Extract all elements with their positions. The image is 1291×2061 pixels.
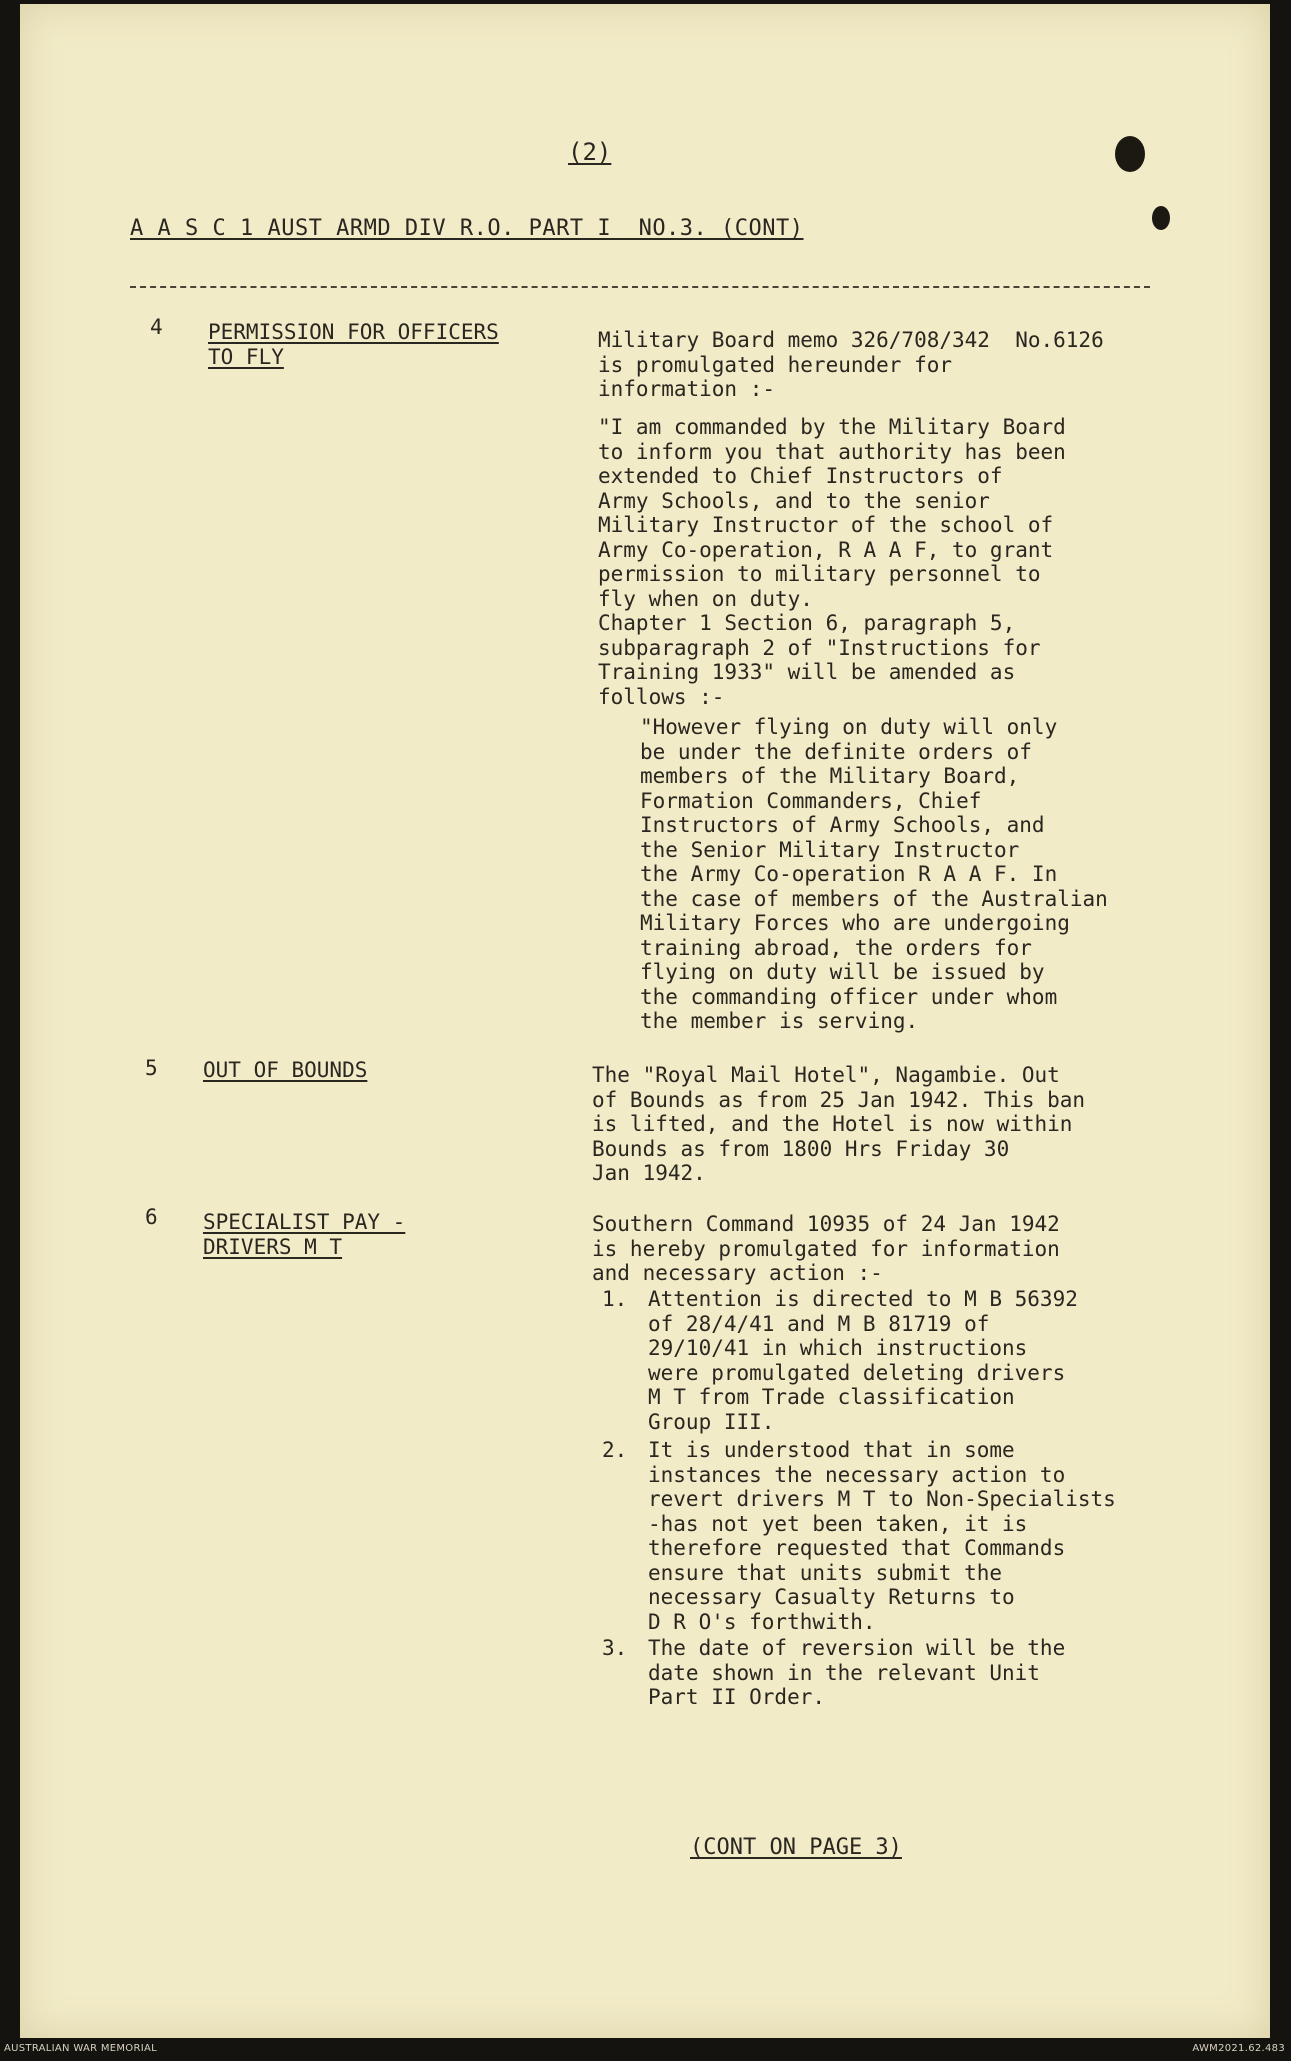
item-number: 4 <box>150 315 163 339</box>
archive-credit: AUSTRALIAN WAR MEMORIAL <box>4 2043 157 2054</box>
item-intro: Southern Command 10935 of 24 Jan 1942 is hereby promulgated for information and necessary action :- <box>592 1212 1060 1285</box>
item-subject: SPECIALIST PAY - DRIVERS M T <box>203 1210 406 1259</box>
header-divider <box>130 286 1150 288</box>
punch-hole <box>1152 206 1170 230</box>
page-number: (2) <box>568 138 612 166</box>
continuation-note: (CONT ON PAGE 3) <box>690 1835 902 1860</box>
item-subject: OUT OF BOUNDS <box>203 1058 368 1082</box>
point-number: 1. <box>602 1287 628 1311</box>
point-number: 2. <box>602 1438 628 1462</box>
item-intro: Military Board memo 326/708/342 No.6126 is promulgated hereunder for information :- <box>598 328 1104 401</box>
point-text: It is understood that in some instances the necessary action to revert drivers M T to Non-Specialists -has not yet been taken, it is therefore requested that Commands ensure that units submit the necessary Casualty Returns to D R O's forthwith. <box>648 1438 1116 1634</box>
item-number: 6 <box>145 1205 158 1229</box>
point-text: Attention is directed to M B 56392 of 28/4/41 and M B 81719 of 29/10/41 in which instructions were promulgated deleting drivers M T from Trade classification Group III. <box>648 1287 1078 1434</box>
item-body: The "Royal Mail Hotel", Nagambie. Out of Bounds as from 25 Jan 1942. This ban is lifted, and the Hotel is now within Bounds as from 1800 Hrs Friday 30 Jan 1942. <box>592 1063 1086 1185</box>
item-quote: "I am commanded by the Military Board to inform you that authority has been extended to Chief Instructors of Army Schools, and to the senior Military Instructor of the school of Army Co-operation, R A A F, to grant permission to military personnel to fly when on duty. Chapter 1 Section 6, paragraph 5, subparagraph 2 of "Instructions for Training 1933" will be amended as follows :- <box>598 415 1066 709</box>
point-text: The date of reversion will be the date shown in the relevant Unit Part II Order. <box>648 1636 1066 1709</box>
archive-reference: AWM2021.62.483 <box>1192 2043 1285 2054</box>
item-subject: PERMISSION FOR OFFICERS TO FLY <box>208 320 499 369</box>
punch-hole <box>1115 136 1145 172</box>
item-subquote: "However flying on duty will only be under the definite orders of members of the Military Board, Formation Commanders, Chief Instructors of Army Schools, and the Senior Military Instructor the Army Co-operation R A A F. In the case of members of the Australian Military Forces who are undergoing training abroad, the orders for flying on duty will be issued by the commanding officer under whom the member is serving. <box>640 715 1108 1033</box>
order-header: A A S C 1 AUST ARMD DIV R.O. PART I NO.3. (CONT) <box>130 216 804 241</box>
item-number: 5 <box>145 1056 158 1080</box>
point-number: 3. <box>602 1636 628 1660</box>
